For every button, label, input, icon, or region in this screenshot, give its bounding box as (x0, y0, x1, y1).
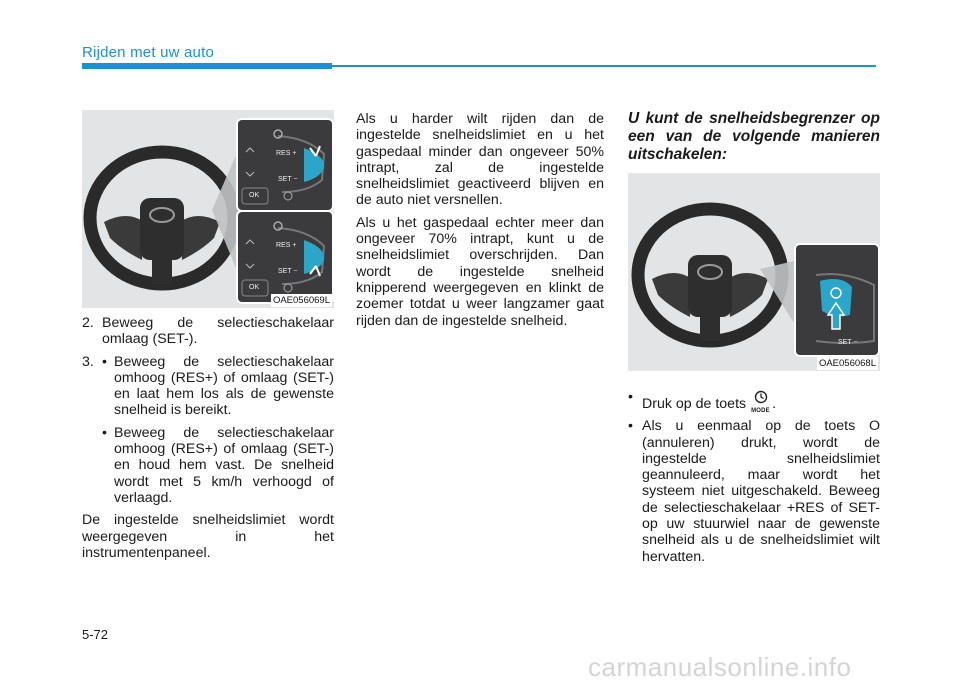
ok-label: OK (249, 284, 260, 291)
header-rule (332, 65, 876, 67)
res-label: RES + (276, 242, 297, 249)
set-label: SET − (278, 176, 298, 183)
section-heading: U kunt de snelheidsbegrenzer op een van de volgende manieren uitschakelen: (628, 110, 880, 163)
right-column-heading (628, 110, 880, 170)
bullet-item-mode (628, 389, 880, 412)
inset-bottom (236, 210, 334, 304)
figure-steering-wheel-set (82, 110, 334, 308)
step-text: Beweeg de selectieschakelaar omlaag (SET-). (102, 315, 334, 348)
bullet-end: . (772, 396, 777, 412)
option-text: Beweeg de selectieschakelaar omhoog (RES+) of omlaag (SET-) en laat hem los als de gewenste snelheid is bereikt. (114, 353, 334, 419)
set-label: SET − (278, 268, 298, 275)
figure-code: OAE056068L (818, 358, 876, 369)
step-3 (82, 354, 334, 507)
bullet-text: Als u eenmaal op de toets O (annuleren) drukt, wordt de ingestelde snelheidslimiet geannuleerd, maar wordt het systeem niet uitgeschakeld. Beweeg de selectieschakelaar +RES of SET- op uw stuurwiel naar de gewenste snelheid als u de snelheidslimiet wilt hervatten. (642, 418, 880, 565)
ok-label: OK (249, 192, 260, 199)
figure-code: OAE056069L (272, 295, 330, 306)
mode-button-icon (750, 389, 772, 414)
switch-panel-mode (796, 245, 878, 355)
bullet-text: Druk op de toets (642, 396, 747, 412)
page-number: 5-72 (82, 627, 109, 642)
bullet: • (102, 353, 107, 370)
res-label: RES + (276, 150, 297, 157)
inset-top (236, 118, 334, 212)
option-text: Beweeg de selectieschakelaar omhoog (RES+) of omlaag (SET-) en houd hem vast. De snelheid wordt met 5 km/h verhoogd of verlaagd. (114, 424, 334, 506)
left-column (82, 315, 334, 567)
bullet: • (102, 424, 107, 441)
step-3-option-2 (82, 425, 334, 506)
step-number: 2. (82, 315, 94, 331)
step-3-option-1 (82, 354, 334, 419)
bullet: • (628, 389, 633, 405)
set-label: SET − (838, 339, 858, 346)
inset-mode (794, 243, 880, 357)
bullet-item-cancel (628, 418, 880, 565)
header-rule-accent (82, 63, 332, 69)
paragraph: De ingestelde snelheidslimiet wordt weergegeven in het instrumentenpaneel. (82, 512, 334, 561)
paragraph: Als u harder wilt rijden dan de ingestelde snelheidslimiet en u het gaspedaal minder dan ongeveer 50% intrapt, zal de ingestelde snelheidslimiet geactiveerd blijven en de auto niet versnellen. (356, 111, 604, 209)
right-column (628, 389, 880, 569)
paragraph: Als u het gaspedaal echter meer dan ongeveer 70% intrapt, kunt u de snelheidslimiet overschrijden. Dan wordt de ingestelde snelheid knipperend weergegeven en klinkt de zoemer totdat u weer langzamer gaat rijden dan de ingestelde snelheid. (356, 214, 604, 329)
mode-label: MODE (751, 408, 770, 414)
step-2 (82, 315, 334, 348)
watermark: carmanualsonline.info (588, 652, 852, 682)
figure-steering-wheel-mode (628, 173, 880, 371)
middle-column (356, 111, 604, 335)
section-title: Rijden met uw auto (82, 44, 215, 61)
bullet: • (628, 418, 633, 435)
step-number: 3. (82, 353, 94, 370)
